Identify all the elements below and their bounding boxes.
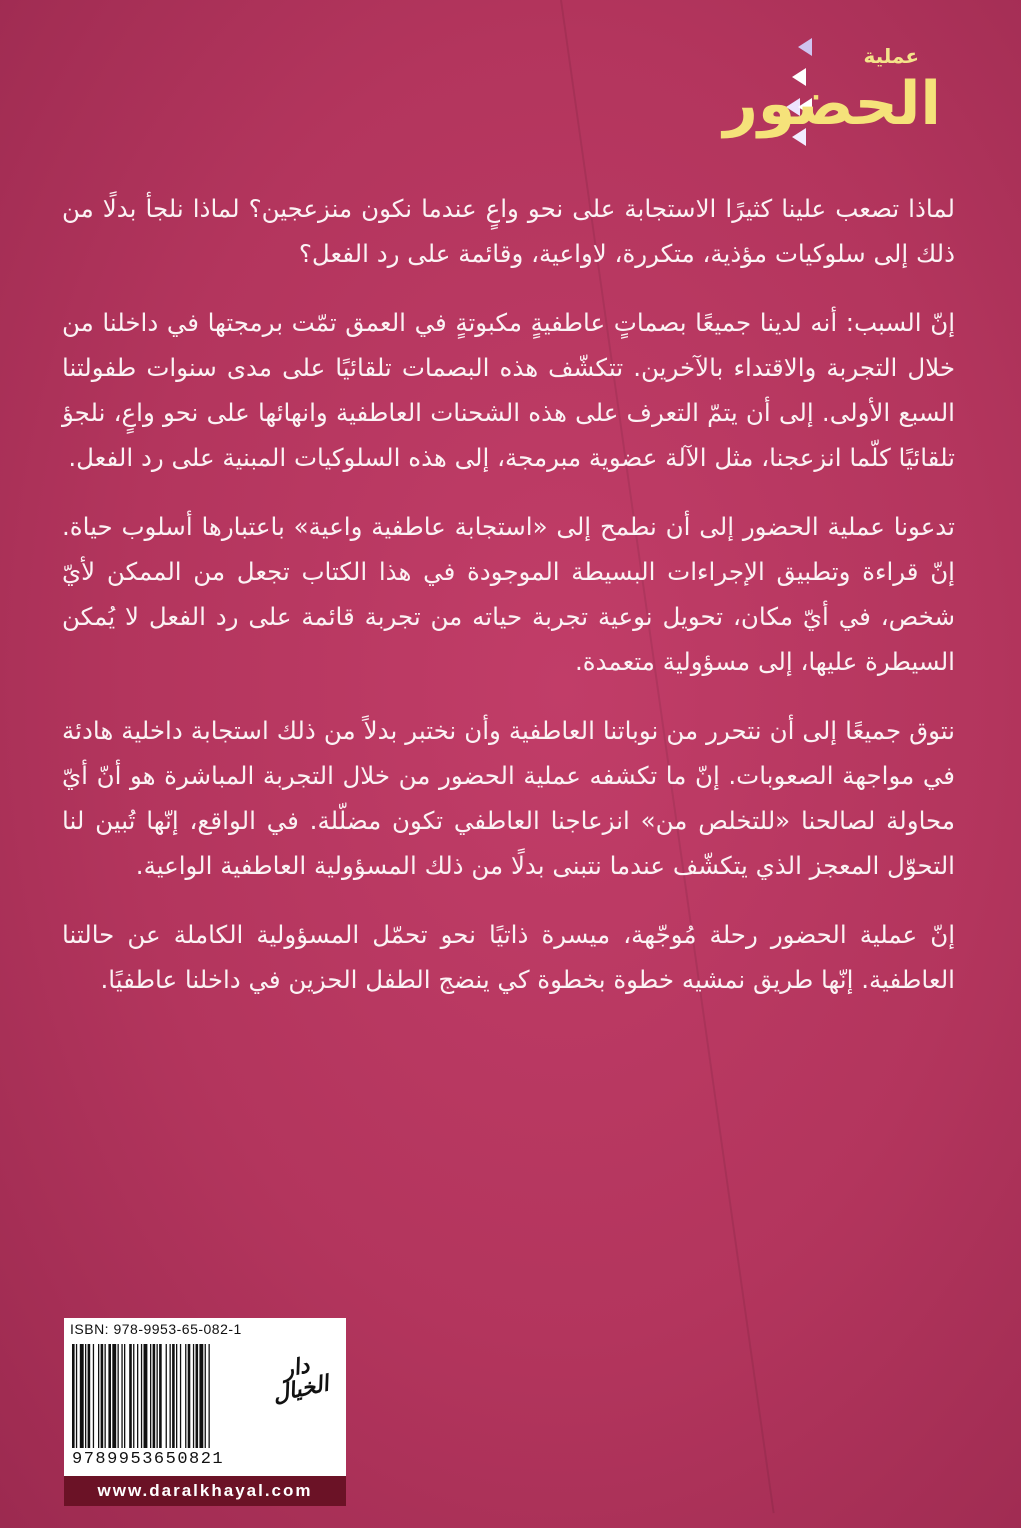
blurb-paragraph: إنّ عملية الحضور رحلة مُوجّهة، ميسرة ذاتيًا نحو تحمّل المسؤولية الكاملة عن حالتنا العاطفية. إنّها طريق نمشيه خطوة بخطوة كي ينضج الطفل الحزين في داخلنا عاطفيًا. [62, 920, 955, 994]
blurb-text [62, 186, 955, 1026]
book-title: الحضور [723, 69, 941, 139]
blurb-paragraph: تدعونا عملية الحضور إلى أن نطمح إلى «استجابة عاطفية واعية» باعتبارها أسلوب حياة. إنّ قراءة وتطبيق الإجراءات البسيطة الموجودة في هذا الكتاب تجعل من الممكن لأيّ شخص، في أيّ مكان، تحويل نوعية تجربة حياته من تجربة قائمة على رد الفعل لا يُمكن السيطرة عليها، إلى مسؤولية متعمدة. [62, 512, 955, 676]
barcode-icon [70, 1344, 266, 1448]
barcode-panel [64, 1318, 346, 1506]
isbn-label: ISBN: 978-9953-65-082-1 [70, 1321, 242, 1337]
series-label: عملية [863, 44, 919, 68]
blurb-paragraph: لماذا تصعب علينا كثيرًا الاستجابة على نحو واعٍ عندما نكون منزعجين؟ لماذا نلجأ بدلًا من ذلك إلى سلوكيات مؤذية، متكررة، لاواعية، وقائمة على رد الفعل؟ [62, 194, 955, 268]
blurb-paragraph: إنّ السبب: أنه لدينا جميعًا بصماتٍ عاطفيةٍ مكبوتةٍ في العمق تمّت برمجتها في داخلنا من خلال التجربة والاقتداء بالآخرين. تتكشّف هذه البصمات تلقائيًا على مدى سنوات طفولتنا السبع الأولى. إلى أن يتمّ التعرف على هذه الشحنات العاطفية وانهائها على نحو واعٍ، نلجؤ تلقائيًا كلّما انزعجنا، مثل الآلة عضوية مبرمجة، إلى هذه السلوكيات المبنية على رد الفعل. [62, 308, 955, 472]
blurb-paragraph: نتوق جميعًا إلى أن نتحرر من نوباتنا العاطفية وأن نختبر بدلاً من ذلك استجابة داخلية هادئة في مواجهة الصعوبات. إنّ ما تكشفه عملية الحضور من خلال التجربة المباشرة هو أنّ أيّ محاولة لصالحنا «للتخلص من» انزعاجنا العاطفي تكون مضلّلة. في الواقع، إنّها تُبين لنا التحوّل المعجز الذي يتكشّف عندما نتبنى بدلًا من ذلك المسؤولية العاطفية الواعية. [62, 716, 955, 880]
title-block [681, 38, 941, 148]
publisher-website: www.daralkhayal.com [64, 1476, 346, 1506]
publisher-logo: دار الخيال [270, 1352, 331, 1408]
barcode-digits: 9789953650821 [72, 1450, 225, 1469]
